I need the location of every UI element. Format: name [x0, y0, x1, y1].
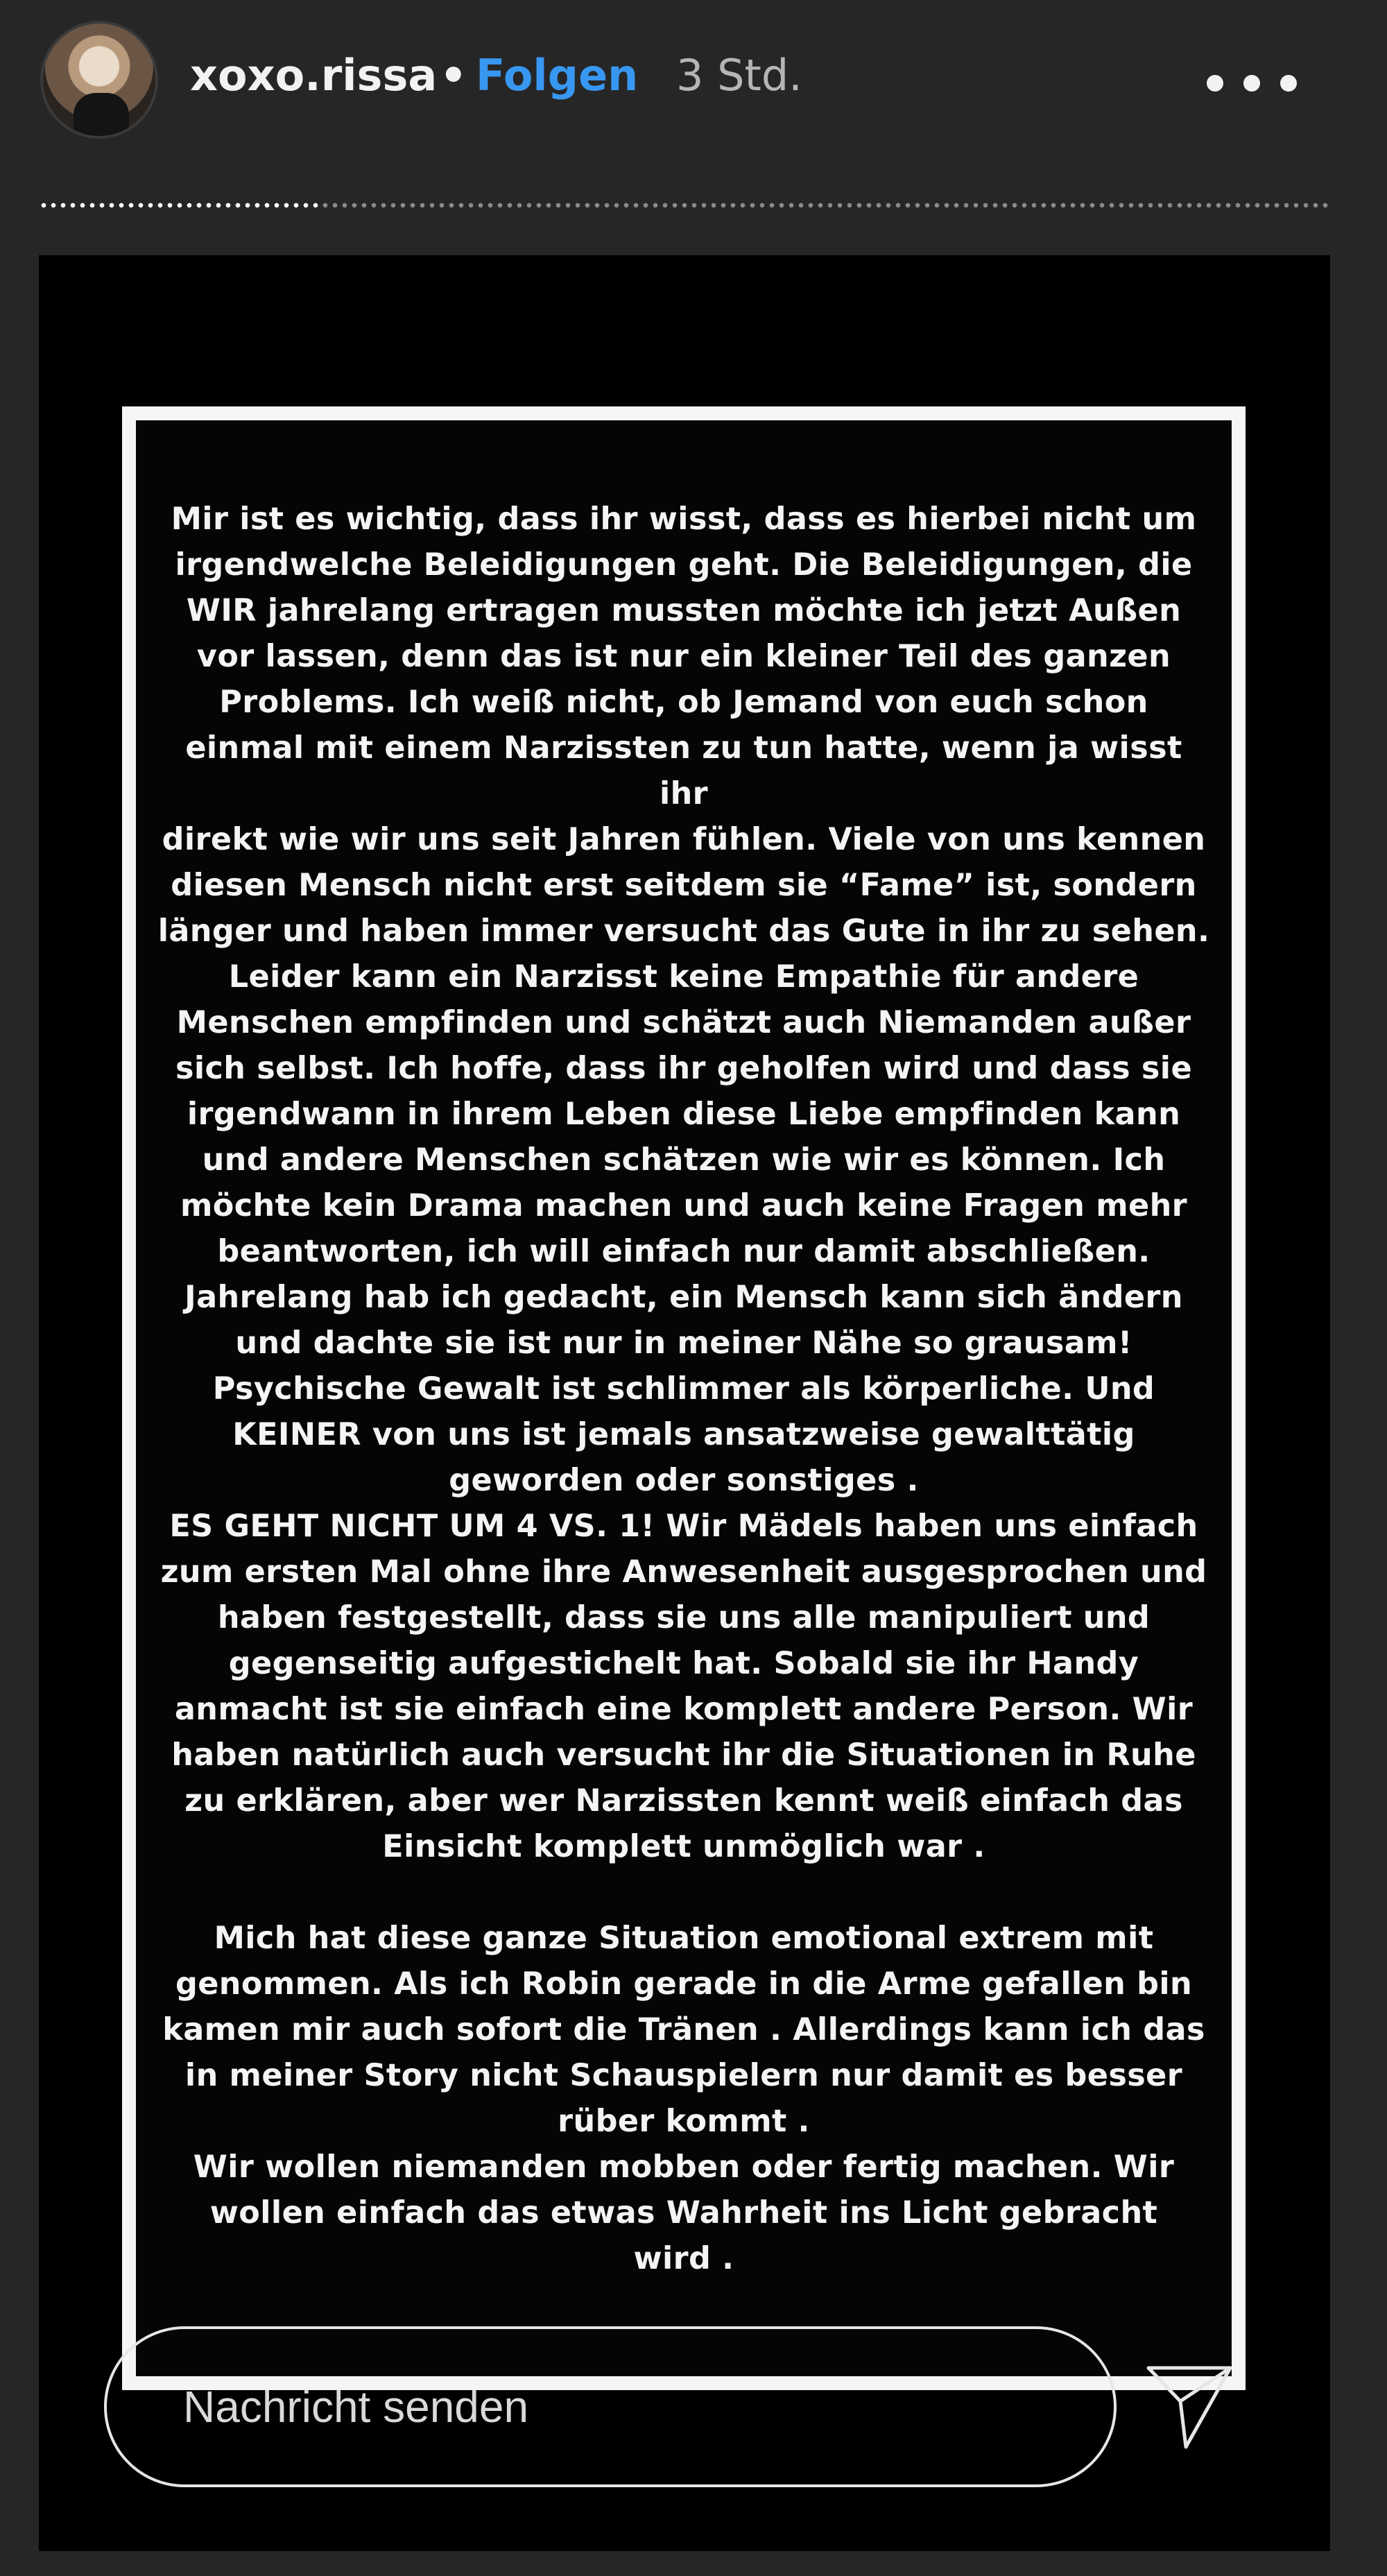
story-text-line: kamen mir auch sofort die Tränen . Allerdings kann ich das [162, 2012, 1205, 2047]
story-text-line: Problems. Ich weiß nicht, ob Jemand von euch schon [219, 685, 1148, 720]
story-text-line: beantworten, ich will einfach nur damit abschließen. [217, 1234, 1151, 1269]
story-text-line: länger und haben immer versucht das Gute in ihr zu sehen. [157, 913, 1210, 949]
story-text-line: Mir ist es wichtig, dass ihr wisst, dass es hierbei nicht um [171, 501, 1197, 537]
send-icon[interactable] [1144, 2361, 1234, 2451]
more-dot [1243, 75, 1260, 92]
story-text-line: Wir wollen niemanden mobben oder fertig machen. Wir [193, 2149, 1175, 2185]
story-text-line: Menschen empfinden und schätzt auch Niemanden außer [176, 1005, 1191, 1040]
story-text-line: ES GEHT NICHT UM 4 VS. 1! Wir Mädels haben uns einfach [169, 1509, 1198, 1544]
avatar-figure [74, 93, 129, 139]
story-text-line: zum ersten Mal ohne ihre Anwesenheit ausgesprochen und [160, 1554, 1207, 1590]
story-text-line: gegenseitig aufgestichelt hat. Sobald sie ihr Handy [228, 1646, 1139, 1681]
story-text-line: direkt wie wir uns seit Jahren fühlen. Viele von uns kennen [162, 822, 1206, 857]
story-text-line: irgendwann in ihrem Leben diese Liebe empfinden kann [187, 1097, 1181, 1132]
story-text-line: vor lassen, denn das ist nur ein kleiner Teil des ganzen [196, 639, 1171, 674]
message-input[interactable] [104, 2326, 1117, 2487]
story-text [157, 497, 1211, 2282]
story-text-line: rüber kommt . [558, 2104, 810, 2139]
story-text-line: zu erklären, aber wer Narzissten kennt weiß einfach das [184, 1783, 1183, 1819]
username[interactable]: xoxo.rissa [190, 50, 438, 101]
avatar[interactable] [40, 21, 158, 139]
story-text-line: in meiner Story nicht Schauspielern nur damit es besser [184, 2058, 1183, 2093]
story-text-line: und andere Menschen schätzen wie wir es können. Ich [202, 1142, 1166, 1178]
story-text-line: wollen einfach das etwas Wahrheit ins Licht gebracht [209, 2195, 1158, 2231]
story-text-line: sich selbst. Ich hoffe, dass ihr geholfen wird und dass sie [175, 1051, 1193, 1086]
story-header [0, 0, 1387, 173]
story-progress-fill [39, 203, 322, 208]
story-text-line: einmal mit einem Narzissten zu tun hatte, wenn ja wisst ihr [185, 730, 1182, 812]
story-text-line: WIR jahrelang ertragen mussten möchte ich jetzt Außen [186, 593, 1182, 628]
story-text-line: wird . [633, 2241, 734, 2276]
more-dot [1207, 75, 1223, 92]
story-text-line: Mich hat diese ganze Situation emotional extrem mit [214, 1921, 1154, 1956]
more-options-icon[interactable] [1207, 66, 1297, 101]
story-text-line: anmacht ist sie einfach eine komplett andere Person. Wir [174, 1692, 1194, 1727]
story-text-line: und dachte sie ist nur in meiner Nähe so grausam! [235, 1325, 1132, 1361]
post-time: 3 Std. [676, 50, 802, 101]
separator-dot: • [440, 50, 467, 101]
story-text-line: irgendwelche Beleidigungen geht. Die Beleidigungen, die [175, 547, 1193, 583]
story-text-line: Leider kann ein Narzisst keine Empathie für andere [228, 959, 1139, 995]
text-frame [122, 406, 1246, 2390]
more-dot [1280, 75, 1297, 92]
story-text-line: Psychische Gewalt ist schlimmer als körperliche. Und [212, 1371, 1155, 1407]
story-text-line: genommen. Als ich Robin gerade in die Arme gefallen bin [175, 1966, 1193, 2002]
story-content[interactable] [39, 255, 1330, 2551]
story-text-line: geworden oder sonstiges . [449, 1463, 919, 1498]
story-text-line: Jahrelang hab ich gedacht, ein Mensch kann sich ändern [184, 1280, 1183, 1315]
follow-button[interactable]: Folgen [476, 50, 639, 101]
story-text-line: KEINER von uns ist jemals ansatzweise gewalttätig [232, 1417, 1135, 1452]
story-text-line: haben natürlich auch versucht ihr die Situationen in Ruhe [171, 1737, 1196, 1773]
story-text-line: möchte kein Drama machen und auch keine Fragen mehr [180, 1188, 1188, 1223]
story-progress-bar [39, 203, 1329, 208]
story-text-line: haben festgestellt, dass sie uns alle manipuliert und [217, 1600, 1151, 1635]
story-text-line: diesen Mensch nicht erst seitdem sie “Fame” ist, sondern [171, 868, 1197, 903]
story-text-line: Einsicht komplett unmöglich war . [382, 1829, 985, 1864]
story-text-line [157, 1870, 1211, 1916]
